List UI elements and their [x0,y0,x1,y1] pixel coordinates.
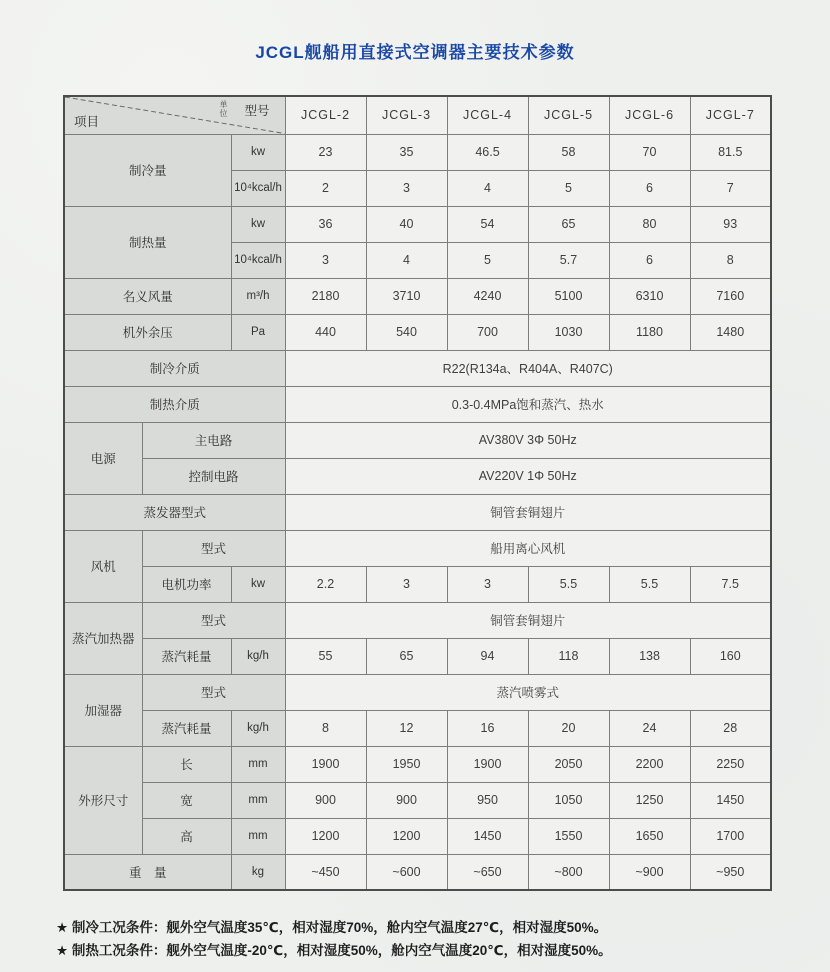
value-cell: ~650 [447,854,528,890]
model-header-cell: JCGL-4 [447,96,528,134]
value-cell: 35 [366,134,447,170]
value-cell: 2200 [609,746,690,782]
value-cell: 6 [609,170,690,206]
value-cell: 540 [366,314,447,350]
table-row [64,854,771,890]
value-cell: ~600 [366,854,447,890]
span-value-cell: 船用离心风机 [285,530,771,566]
table-row [64,278,771,314]
sub-label-cell: 高 [142,818,231,854]
value-cell: 24 [609,710,690,746]
value-cell: 8 [690,242,771,278]
value-cell: 3710 [366,278,447,314]
value-cell: 3 [285,242,366,278]
value-cell: ~900 [609,854,690,890]
table-row [64,314,771,350]
value-cell: 1480 [690,314,771,350]
value-cell: 900 [285,782,366,818]
row-label-cell: 名义风量 [64,278,231,314]
value-cell: 3 [366,566,447,602]
unit-cell: m³/h [231,278,285,314]
value-cell: 1900 [285,746,366,782]
row-label-cell: 外形尺寸 [64,746,142,854]
value-cell: 5 [447,242,528,278]
value-cell: 5 [528,170,609,206]
value-cell: 5.7 [528,242,609,278]
value-cell: 1700 [690,818,771,854]
unit-cell: kg/h [231,638,285,674]
value-cell: 7.5 [690,566,771,602]
value-cell: 36 [285,206,366,242]
value-cell: 8 [285,710,366,746]
note-line: ★ 制热工况条件：舰外空气温度-20℃，相对湿度50%，舱内空气温度20℃，相对湿度50%。 [56,943,612,958]
row-label-cell: 蒸汽加热器 [64,602,142,674]
value-cell: 70 [609,134,690,170]
row-label-cell: 制热量 [64,206,231,278]
value-cell: 93 [690,206,771,242]
value-cell: 440 [285,314,366,350]
unit-cell: mm [231,818,285,854]
span-value-cell: AV380V 3Φ 50Hz [285,422,771,458]
value-cell: 4240 [447,278,528,314]
value-cell: 2 [285,170,366,206]
span-value-cell: 铜管套铜翅片 [285,494,771,530]
page-title: JCGL舰船用直接式空调器主要技术参数 [255,43,575,62]
table-row [64,566,771,602]
unit-cell: kw [231,134,285,170]
value-cell: 80 [609,206,690,242]
value-cell: 58 [528,134,609,170]
value-cell: 4 [366,242,447,278]
spec-table [63,95,772,891]
unit-cell: 10⁴kcal/h [231,242,285,278]
value-cell: ~800 [528,854,609,890]
note-line: ★ 制冷工况条件：舰外空气温度35℃，相对湿度70%，舱内空气温度27℃，相对湿度50%。 [56,920,608,935]
sub-label-cell: 主电路 [142,422,285,458]
value-cell: ~950 [690,854,771,890]
span-value-cell: R22(R134a、R404A、R407C) [285,350,771,386]
value-cell: 6310 [609,278,690,314]
sub-label-cell: 型式 [142,530,285,566]
value-cell: 1200 [366,818,447,854]
row-label-cell: 风机 [64,530,142,602]
value-cell: 118 [528,638,609,674]
row-label-cell: 机外余压 [64,314,231,350]
span-value-cell: 0.3-0.4MPa饱和蒸汽、热水 [285,386,771,422]
sub-label-cell: 长 [142,746,231,782]
value-cell: 1030 [528,314,609,350]
value-cell: 950 [447,782,528,818]
value-cell: 5100 [528,278,609,314]
table-row [64,782,771,818]
value-cell: ~450 [285,854,366,890]
table-row [64,746,771,782]
value-cell: 20 [528,710,609,746]
unit-cell: kg/h [231,710,285,746]
value-cell: 55 [285,638,366,674]
value-cell: 23 [285,134,366,170]
unit-cell: mm [231,782,285,818]
value-cell: 54 [447,206,528,242]
table-row [64,494,771,530]
sub-label-cell: 蒸汽耗量 [142,638,231,674]
value-cell: 7 [690,170,771,206]
model-header-cell: JCGL-5 [528,96,609,134]
table-header-row [64,96,771,134]
value-cell: 3 [447,566,528,602]
value-cell: 65 [528,206,609,242]
value-cell: 1950 [366,746,447,782]
unit-cell: Pa [231,314,285,350]
row-label-cell: 制热介质 [64,386,285,422]
span-value-cell: 铜管套铜翅片 [285,602,771,638]
value-cell: 28 [690,710,771,746]
value-cell: 1250 [609,782,690,818]
footnotes [56,916,796,962]
sub-label-cell: 型式 [142,674,285,710]
sub-label-cell: 宽 [142,782,231,818]
value-cell: 7160 [690,278,771,314]
value-cell: 1450 [690,782,771,818]
value-cell: 1450 [447,818,528,854]
sub-label-cell: 蒸汽耗量 [142,710,231,746]
value-cell: 6 [609,242,690,278]
value-cell: 1900 [447,746,528,782]
unit-cell: 10⁴kcal/h [231,170,285,206]
value-cell: 1050 [528,782,609,818]
table-row [64,710,771,746]
table-row [64,422,771,458]
value-cell: 1650 [609,818,690,854]
table-row [64,674,771,710]
value-cell: 1200 [285,818,366,854]
value-cell: 46.5 [447,134,528,170]
corner-unit-label: 单位 [219,100,228,118]
value-cell: 900 [366,782,447,818]
value-cell: 5.5 [528,566,609,602]
row-label-cell: 制冷介质 [64,350,285,386]
model-header-cell: JCGL-7 [690,96,771,134]
table-row [64,530,771,566]
value-cell: 2.2 [285,566,366,602]
value-cell: 2250 [690,746,771,782]
model-header-cell: JCGL-3 [366,96,447,134]
value-cell: 5.5 [609,566,690,602]
value-cell: 81.5 [690,134,771,170]
sub-label-cell: 控制电路 [142,458,285,494]
table-row [64,458,771,494]
unit-cell: kg [231,854,285,890]
corner-cell [64,96,285,134]
span-value-cell: 蒸汽喷雾式 [285,674,771,710]
row-label-cell: 重 量 [64,854,231,890]
table-row [64,638,771,674]
value-cell: 2180 [285,278,366,314]
unit-cell: kw [231,566,285,602]
value-cell: 1550 [528,818,609,854]
value-cell: 94 [447,638,528,674]
value-cell: 40 [366,206,447,242]
table-row [64,206,771,242]
value-cell: 16 [447,710,528,746]
table-row [64,818,771,854]
model-header-cell: JCGL-6 [609,96,690,134]
value-cell: 12 [366,710,447,746]
row-label-cell: 蒸发器型式 [64,494,285,530]
value-cell: 4 [447,170,528,206]
span-value-cell: AV220V 1Φ 50Hz [285,458,771,494]
model-header-cell: JCGL-2 [285,96,366,134]
table-row [64,386,771,422]
value-cell: 65 [366,638,447,674]
value-cell: 160 [690,638,771,674]
row-label-cell: 电源 [64,422,142,494]
row-label-cell: 制冷量 [64,134,231,206]
value-cell: 2050 [528,746,609,782]
value-cell: 700 [447,314,528,350]
table-row [64,134,771,170]
value-cell: 138 [609,638,690,674]
table-row [64,350,771,386]
corner-model-label: 型号 [244,104,270,118]
unit-cell: mm [231,746,285,782]
sub-label-cell: 型式 [142,602,285,638]
row-label-cell: 加湿器 [64,674,142,746]
table-row [64,602,771,638]
value-cell: 3 [366,170,447,206]
sub-label-cell: 电机功率 [142,566,231,602]
value-cell: 1180 [609,314,690,350]
corner-item-label: 项目 [74,114,100,129]
unit-cell: kw [231,206,285,242]
